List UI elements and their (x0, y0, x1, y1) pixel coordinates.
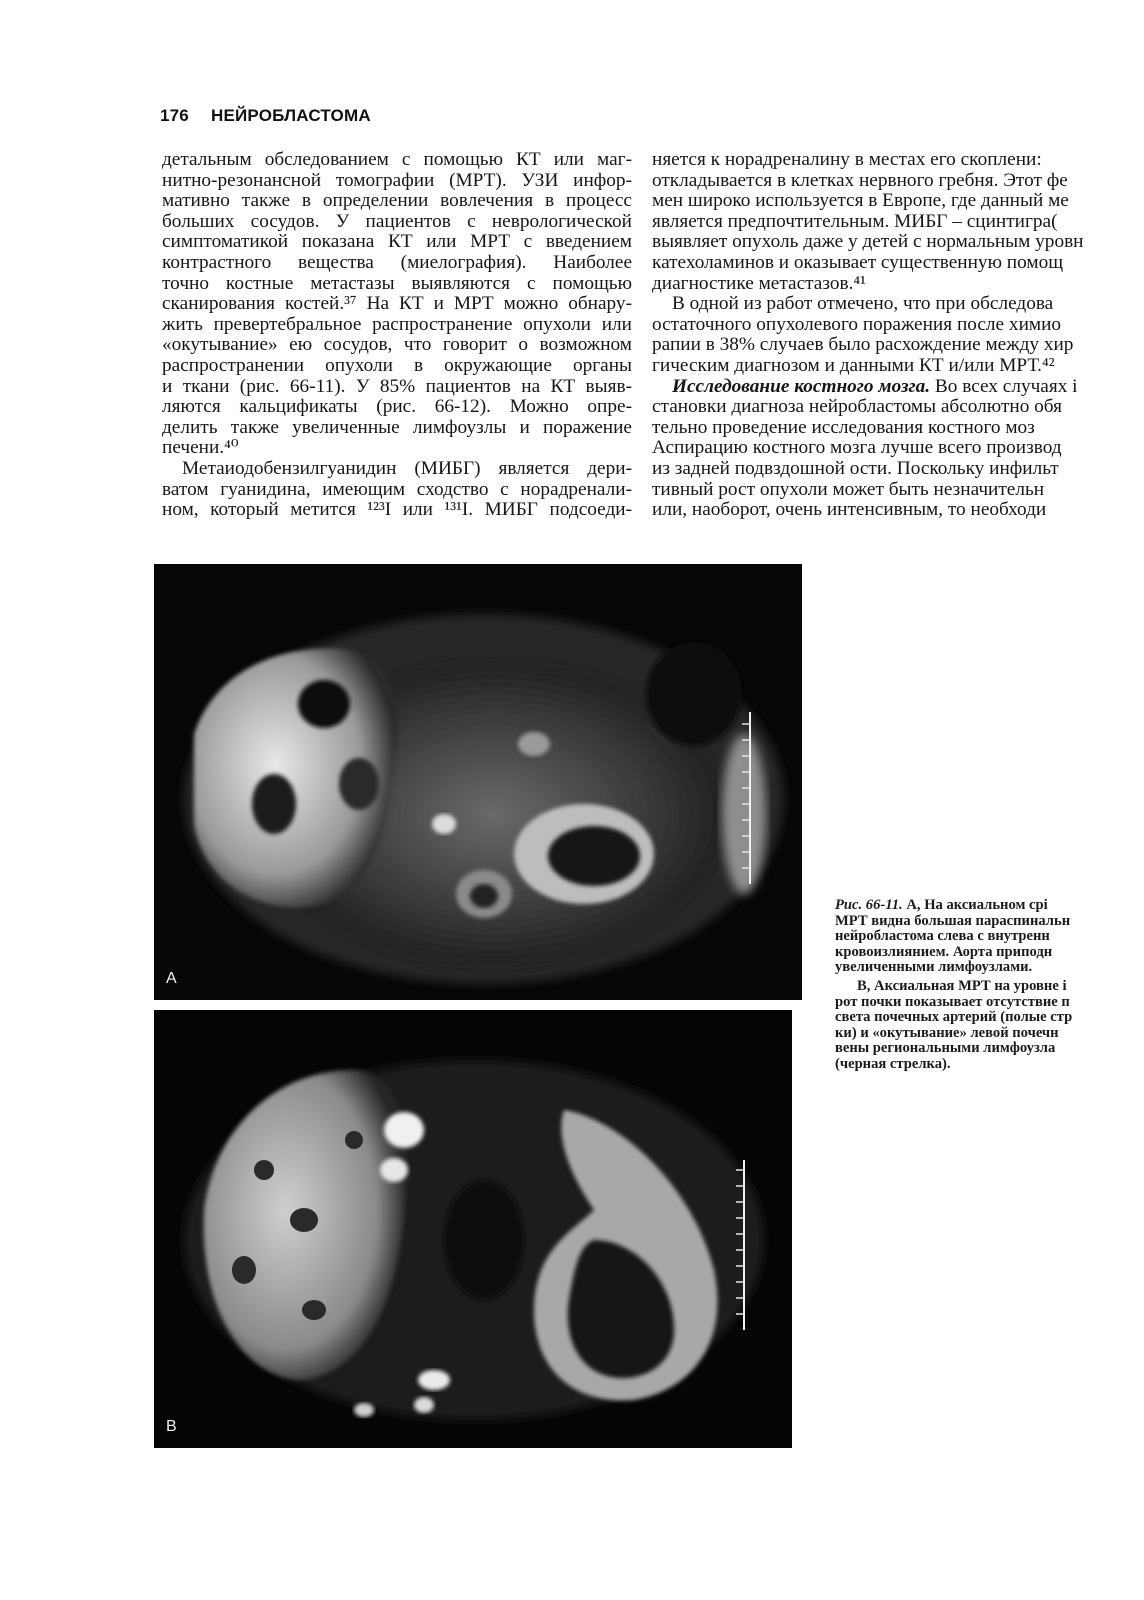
figure-label-a: A (166, 970, 177, 987)
caption-line: ки) и «окутывание» левой почечн (835, 1025, 1059, 1041)
mri-figure-b (154, 1010, 792, 1448)
text-line: ватом гуанидина, имеющим сходство с норадренали- (162, 479, 632, 500)
text-line: и ткани (рис. 66-11). У 85% пациентов на КТ выяв- (162, 376, 632, 397)
text-line: диагностике метастазов.⁴¹ (652, 273, 866, 294)
text-line: няется к норадреналину в местах его скоплени: (652, 150, 1042, 170)
left-text-column (162, 150, 632, 521)
caption-line: вены региональными лимфоузла (835, 1041, 1056, 1057)
text-line: ном, который метится ¹²³I или ¹³¹I. МИБГ подсоеди- (162, 500, 632, 521)
text-line: нитно-резонансной томографии (МРТ). УЗИ инфор- (162, 170, 632, 191)
text-line: Аспирацию костного мозга лучше всего производ (652, 438, 1062, 459)
caption-line: света почечных артерий (полые стр (835, 1010, 1073, 1026)
caption-line: рот почки показывает отсутствие п (835, 994, 1070, 1010)
text-line: В одной из работ отмечено, что при обследова (672, 294, 1054, 315)
text-line: откладывается в клетках нервного гребня. Этот фе (652, 170, 1068, 191)
subheading-title: Исследование костного мозга. (672, 376, 931, 397)
text-line: тельно проведение исследования костного моз (652, 417, 1035, 438)
caption-line (835, 898, 1087, 914)
text-line: Метаиодобензилгуанидин (МИБГ) является дери- (182, 458, 632, 479)
text-line: становки диагноза нейробластомы абсолютно обя (652, 397, 1062, 418)
caption-line: (черная стрелка). (835, 1056, 951, 1072)
text-line: «окутывание» ею сосудов, что говорит о возможном (162, 335, 632, 356)
running-header (160, 106, 371, 126)
text-line: или, наоборот, очень интенсивным, то необходи (652, 500, 1047, 521)
page-number: 176 (160, 106, 189, 125)
text-line: из задней подвздошной ости. Поскольку инфильт (652, 458, 1059, 479)
caption-a-first: А, На аксиальном срі (902, 898, 1048, 913)
mri-figure-a (154, 564, 802, 1000)
text-line: печени.⁴⁰ (162, 438, 239, 459)
text-line: рапии в 38% случаев было расхождение между хир (652, 335, 1074, 356)
caption-line: В, Аксиальная МРТ на уровне і (857, 978, 1067, 994)
text-line: точно костные метастазы выявляются с помощью (162, 273, 632, 294)
figure-caption (835, 898, 1087, 1073)
text-line: сканирования костей.³⁷ На КТ и МРТ можно обнару- (162, 294, 632, 315)
text-line: контрастного вещества (миелография). Наиболее (162, 252, 632, 273)
text-line: тивный рост опухоли может быть незначительн (652, 479, 1045, 500)
text-line: выявляет опухоль даже у детей с нормальным уровн (652, 232, 1084, 253)
text-line: симптоматикой показана КТ или МРТ с введением (162, 232, 632, 253)
subheading-rest: Во всех случаях і (930, 376, 1078, 397)
text-line: остаточного опухолевого поражения после химио (652, 314, 1062, 335)
section-subheading (652, 377, 1102, 398)
mri-scan-a-image (154, 564, 802, 1000)
text-line: распространении опухоли в окружающие органы (162, 355, 632, 376)
text-line: мен широко используется в Европе, где данный ме (652, 191, 1069, 212)
text-line: является предпочтительным. МИБГ – сцинтигра( (652, 211, 1058, 232)
text-line: жить превертебральное распространение опухоли или (162, 314, 632, 335)
text-line: ляются кальцификаты (рис. 66-12). Можно опре- (162, 397, 632, 418)
caption-label: Рис. 66-11. (835, 898, 903, 913)
caption-line: кровоизлиянием. Аорта приподн (835, 944, 1053, 960)
text-line: гическим диагнозом и данными КТ и/или МРТ.⁴² (652, 355, 1055, 376)
caption-line: нейробластома слева с внутренн (835, 929, 1050, 945)
text-line: делить также увеличенные лимфоузлы и поражение (162, 417, 632, 438)
figure-label-b: B (166, 1418, 177, 1435)
text-line: катехоламинов и оказывает существенную помощ (652, 252, 1064, 273)
running-title: НЕЙРОБЛАСТОМА (210, 106, 371, 125)
caption-line: МРТ видна большая параспинальн (835, 913, 1071, 929)
caption-line: увеличенными лимфоузлами. (835, 960, 1033, 976)
text-line: мативно также в определении вовлечения в процесс (162, 191, 632, 212)
text-line: больших сосудов. У пациентов с неврологической (162, 211, 632, 232)
right-text-column (652, 150, 1102, 521)
mri-scan-b-image (154, 1010, 792, 1448)
text-line: детальным обследованием с помощью КТ или маг- (162, 150, 632, 170)
